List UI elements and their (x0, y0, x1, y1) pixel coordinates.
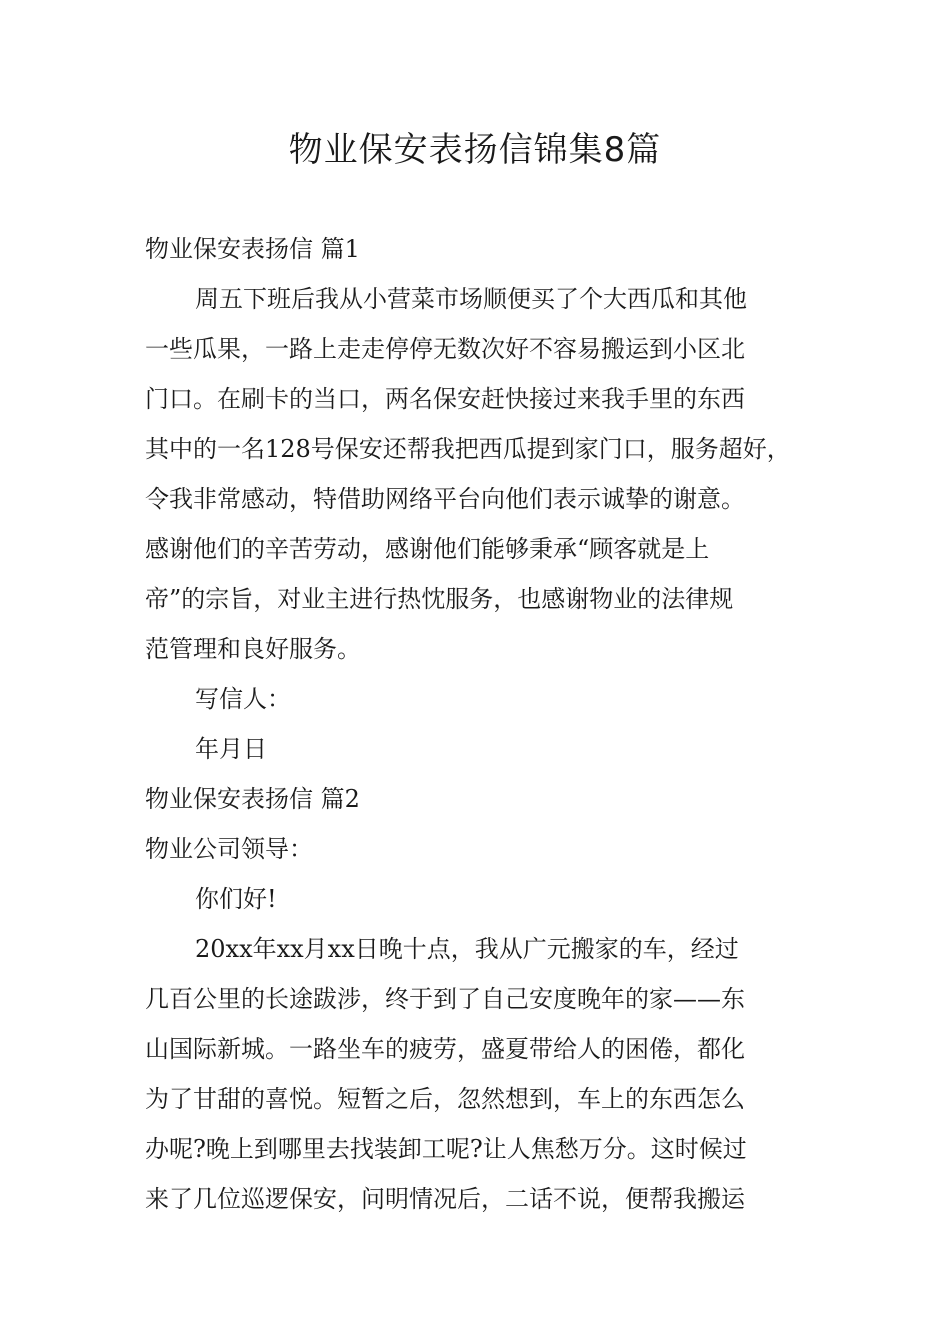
paragraph-line: 令我非常感动，特借助网络平台向他们表示诚挚的谢意。 (145, 485, 745, 513)
document-body (145, 224, 810, 1224)
section-heading: 物业保安表扬信 篇2 (145, 785, 360, 813)
paragraph-line: 帝”的宗旨，对业主进行热忱服务，也感谢物业的法律规 (145, 585, 734, 613)
document-title: 物业保安表扬信锦集8篇 (288, 130, 662, 170)
paragraph-line: 范管理和良好服务。 (145, 635, 361, 663)
greeting-line: 你们好! (195, 885, 277, 913)
paragraph-line: 周五下班后我从小营菜市场顺便买了个大西瓜和其他 (195, 285, 747, 313)
paragraph-line: 办呢?晚上到哪里去找装卸工呢?让人焦愁万分。这时候过 (145, 1135, 747, 1163)
section-paragraph (145, 924, 810, 1224)
paragraph-line: 山国际新城。一路坐车的疲劳，盛夏带给人的困倦，都化 (145, 1035, 745, 1063)
paragraph-line: 感谢他们的辛苦劳动，感谢他们能够秉承“顾客就是上 (145, 535, 710, 563)
salutation-line: 物业公司领导： (145, 835, 313, 863)
writer-line: 写信人： (195, 685, 291, 713)
paragraph-line: 20xx年xx月xx日晚十点，我从广元搬家的车，经过 (195, 935, 739, 963)
paragraph-line: 门口。在刷卡的当口，两名保安赶快接过来我手里的东西 (145, 385, 745, 413)
section-paragraph (145, 274, 810, 674)
paragraph-line: 其中的一名128号保安还帮我把西瓜提到家门口，服务超好， (145, 435, 791, 463)
paragraph-line: 来了几位巡逻保安，问明情况后，二话不说，便帮我搬运 (145, 1185, 745, 1213)
section-heading: 物业保安表扬信 篇1 (145, 235, 360, 263)
paragraph-line: 几百公里的长途跋涉，终于到了自己安度晚年的家——东 (145, 985, 745, 1013)
paragraph-line: 一些瓜果，一路上走走停停无数次好不容易搬运到小区北 (145, 335, 745, 363)
date-line: 年月日 (195, 735, 267, 763)
paragraph-line: 为了甘甜的喜悦。短暂之后，忽然想到，车上的东西怎么 (145, 1085, 745, 1113)
